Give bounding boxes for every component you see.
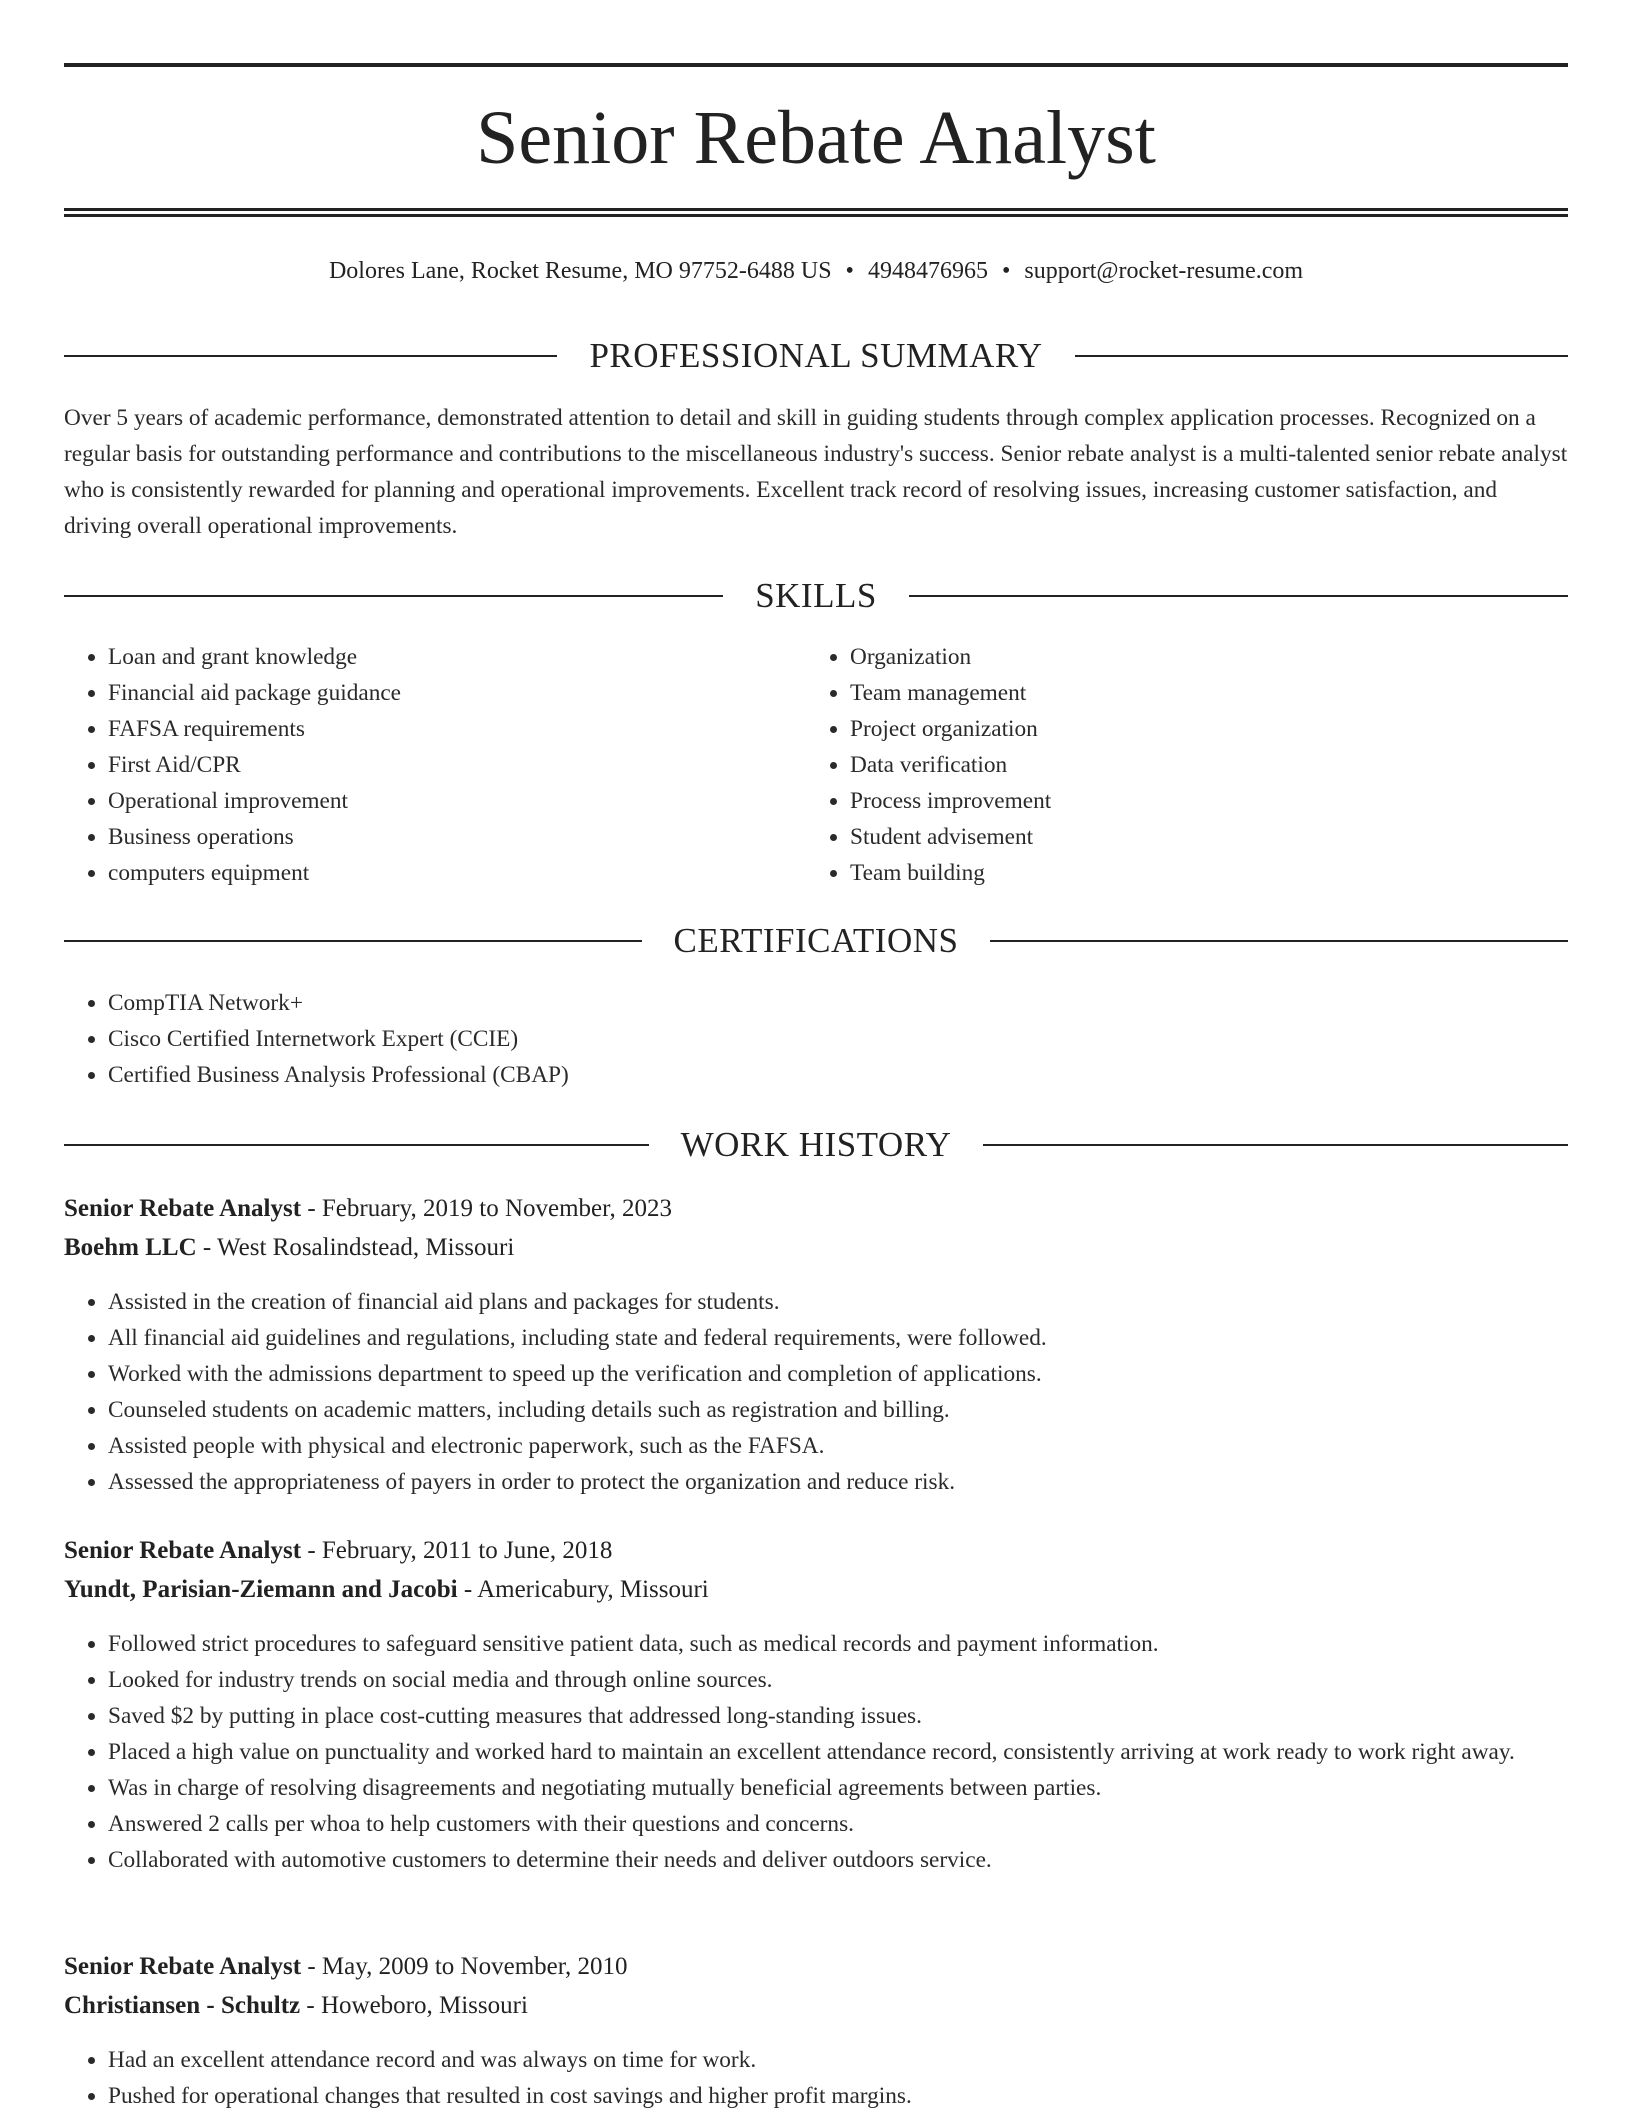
job-company-line: Yundt, Parisian-Ziemann and Jacobi - Americabury, Missouri xyxy=(64,1576,709,1603)
skill-item: • Data verification xyxy=(850,747,1548,783)
job-location: Howeboro, Missouri xyxy=(320,1992,528,2019)
contact-address: Dolores Lane, Rocket Resume, MO 97752-6488 US xyxy=(328,258,832,284)
job-title-line: Senior Rebate Analyst - May, 2009 to November, 2010 xyxy=(64,1953,628,1980)
contact-separator: • xyxy=(1001,258,1011,284)
heading-rule-left xyxy=(64,940,642,942)
certification-item: • Cisco Certified Internetwork Expert (CCIE) xyxy=(108,1021,1568,1057)
title-double-rule xyxy=(64,208,1568,217)
job-bullet: • Placed a high value on punctuality and worked hard to maintain an excellent attendance record, consistently arriving at work ready to work right away. xyxy=(108,1734,1568,1770)
job-bullet: • Followed strict procedures to safeguard sensitive patient data, such as medical records and payment information. xyxy=(108,1626,1568,1662)
skill-item: • Team building xyxy=(850,855,1548,891)
job-bullet: • Worked with the admissions department to speed up the verification and completion of applications. xyxy=(108,1356,1568,1392)
job-bullet: • Answered 2 calls per whoa to help customers with their questions and concerns. xyxy=(108,1806,1568,1842)
skill-item: • Student advisement xyxy=(850,819,1548,855)
heading-rule-right xyxy=(983,1144,1568,1146)
certifications-heading: CERTIFICATIONS xyxy=(673,921,959,960)
heading-rule-right xyxy=(1075,355,1568,357)
job-bullets xyxy=(64,1626,1568,1878)
job-bullet: • Pushed for operational changes that resulted in cost savings and higher profit margins. xyxy=(108,2078,1568,2114)
job-bullet: • Counseled students on academic matters, including details such as registration and billing. xyxy=(108,1392,1568,1428)
heading-rule-left xyxy=(64,1144,649,1146)
job-company-line: Boehm LLC - West Rosalindstead, Missouri xyxy=(64,1234,515,1261)
skills-column-left xyxy=(64,639,806,891)
skill-item: • Business operations xyxy=(108,819,806,855)
job-bullets xyxy=(64,2042,1568,2114)
job-bullet: • Assisted in the creation of financial aid plans and packages for students. xyxy=(108,1284,1568,1320)
page-title: Senior Rebate Analyst xyxy=(476,96,1156,180)
skill-item: • FAFSA requirements xyxy=(108,711,806,747)
job-role: Senior Rebate Analyst xyxy=(64,1195,302,1222)
job-bullet: • Saved $2 by putting in place cost-cutting measures that addressed long-standing issues. xyxy=(108,1698,1568,1734)
certifications-section-heading xyxy=(64,923,1568,958)
job-bullet: • Had an excellent attendance record and was always on time for work. xyxy=(108,2042,1568,2078)
job-bullet: • All financial aid guidelines and regulations, including state and federal requirements, were followed. xyxy=(108,1320,1568,1356)
skill-item: • Operational improvement xyxy=(108,783,806,819)
job-bullet: • Collaborated with automotive customers to determine their needs and deliver outdoors service. xyxy=(108,1842,1568,1878)
skill-item: • Process improvement xyxy=(850,783,1548,819)
contact-separator: • xyxy=(845,258,854,284)
contact-phone: 4948476965 xyxy=(867,258,988,284)
job-company-line: Christiansen - Schultz - Howeboro, Missouri xyxy=(64,1992,528,2019)
certification-item: • Certified Business Analysis Professional (CBAP) xyxy=(108,1057,1568,1093)
job-bullet: • Assisted people with physical and electronic paperwork, such as the FAFSA. xyxy=(108,1428,1568,1464)
skills-section-heading xyxy=(64,578,1568,613)
skills-heading: SKILLS xyxy=(755,576,877,615)
job-dates: May, 2009 to November, 2010 xyxy=(321,1953,628,1980)
job-bullets xyxy=(64,1284,1568,1500)
job-title-line: Senior Rebate Analyst - February, 2019 to November, 2023 xyxy=(64,1195,672,1222)
job-bullet: • Looked for industry trends on social media and through online sources. xyxy=(108,1662,1568,1698)
job-dates: February, 2019 to November, 2023 xyxy=(321,1195,672,1222)
work-history-heading: WORK HISTORY xyxy=(680,1125,952,1164)
contact-line xyxy=(64,259,1568,283)
certifications-list xyxy=(64,985,1568,1093)
job-company: Christiansen - Schultz xyxy=(64,1992,301,2019)
job-title-line: Senior Rebate Analyst - February, 2011 to June, 2018 xyxy=(64,1537,613,1564)
job-role: Senior Rebate Analyst xyxy=(64,1537,302,1564)
skill-item: • Financial aid package guidance xyxy=(108,675,806,711)
job-location: Americabury, Missouri xyxy=(477,1576,709,1603)
top-rule xyxy=(64,63,1568,67)
skill-item: • Team management xyxy=(850,675,1548,711)
job-location: West Rosalindstead, Missouri xyxy=(217,1234,515,1261)
heading-rule-right xyxy=(990,940,1568,942)
skill-item: • Project organization xyxy=(850,711,1548,747)
skill-item: • First Aid/CPR xyxy=(108,747,806,783)
work-history-section-heading xyxy=(64,1127,1568,1162)
summary-section-heading xyxy=(64,338,1568,373)
skills-column-right xyxy=(806,639,1548,891)
heading-rule-left xyxy=(64,595,723,597)
summary-text: Over 5 years of academic performance, demonstrated attention to detail and skill in guiding students through complex application processes. Recognized on a regular basis for outstanding performance and contributions to the miscellaneous industry's success. Senior rebate analyst is a multi-talented senior rebate analyst who is consistently rewarded for planning and operational improvements. Excellent track record of resolving issues, increasing customer satisfaction, and driving overall operational improvements. xyxy=(64,405,1568,539)
job-dates: February, 2011 to June, 2018 xyxy=(321,1537,613,1564)
job-bullet: • Was in charge of resolving disagreements and negotiating mutually beneficial agreements between parties. xyxy=(108,1770,1568,1806)
skills-list xyxy=(64,639,1568,891)
certification-item: • CompTIA Network+ xyxy=(108,985,1568,1021)
summary-heading: PROFESSIONAL SUMMARY xyxy=(589,336,1043,375)
heading-rule-right xyxy=(909,595,1568,597)
skill-item: • Organization xyxy=(850,639,1548,675)
job-role: Senior Rebate Analyst xyxy=(64,1953,302,1980)
job-company: Boehm LLC xyxy=(64,1234,197,1261)
job-company: Yundt, Parisian-Ziemann and Jacobi xyxy=(64,1576,458,1603)
contact-email: support@rocket-resume.com xyxy=(1024,258,1304,284)
job-bullet: • Assessed the appropriateness of payers in order to protect the organization and reduce risk. xyxy=(108,1464,1568,1500)
heading-rule-left xyxy=(64,355,557,357)
skill-item: • Loan and grant knowledge xyxy=(108,639,806,675)
skill-item: • computers equipment xyxy=(108,855,806,891)
